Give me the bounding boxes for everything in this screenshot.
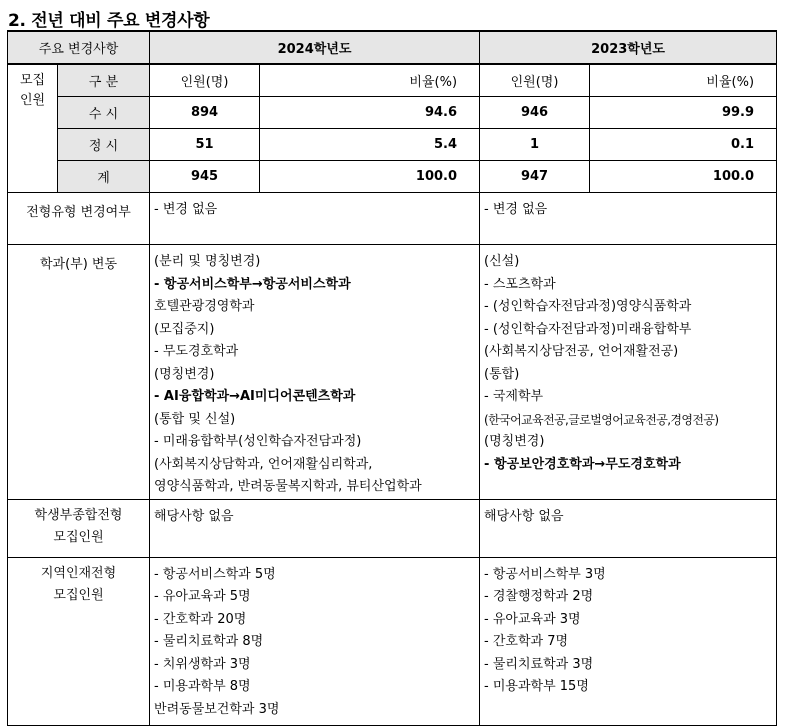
row-name: 계 bbox=[58, 161, 150, 193]
dept-2024-line: 호텔관광경영학과 bbox=[154, 299, 255, 314]
recruit-row-jeongsi bbox=[8, 129, 777, 161]
dept-change-row bbox=[8, 245, 777, 500]
header-label: 주요 변경사항 bbox=[8, 31, 150, 64]
header-2023: 2023학년도 bbox=[480, 31, 777, 64]
count-label-2024: 인원(명) bbox=[150, 64, 260, 97]
regional-2024-line: 반려동물보건학과 3명 bbox=[154, 701, 280, 717]
student-record-label-line1: 학생부종합전형 bbox=[34, 507, 123, 523]
regional-2023-line: - 경찰행정학과 2명 bbox=[484, 589, 594, 604]
dept-2023-line: - 스포츠학과 bbox=[484, 276, 556, 292]
student-record-2024: 해당사항 없음 bbox=[150, 499, 480, 557]
changes-table bbox=[7, 30, 777, 726]
ratio-2024: 100.0 bbox=[260, 161, 480, 193]
ratio-label-2024: 비율(%) bbox=[260, 64, 480, 97]
dept-2024-line: (모집중지) bbox=[154, 321, 215, 337]
dept-2024-line: - AI융합학과→AI미디어콘텐츠학과 bbox=[154, 389, 356, 404]
regional-2023-line: - 항공서비스학부 3명 bbox=[484, 566, 606, 582]
recruit-row-susi bbox=[8, 97, 777, 129]
dept-2023-line: (사회복지상담전공, 언어재활전공) bbox=[484, 344, 679, 359]
count-2024: 894 bbox=[150, 97, 260, 129]
dept-2024-line: - 무도경호학과 bbox=[154, 344, 239, 359]
type-change-row bbox=[8, 193, 777, 245]
regional-2023 bbox=[480, 557, 777, 725]
recruit-label-line2: 인원 bbox=[19, 93, 46, 108]
ratio-2024: 5.4 bbox=[260, 129, 480, 161]
recruit-subheader-row bbox=[8, 64, 777, 97]
count-2024: 51 bbox=[150, 129, 260, 161]
dept-2023-line: (통합) bbox=[484, 366, 520, 382]
dept-2024-line: (통합 및 신설) bbox=[154, 411, 236, 427]
student-record-label-line2: 모집인원 bbox=[53, 529, 104, 545]
regional-2023-line: - 미용과학부 15명 bbox=[484, 679, 589, 694]
row-name: 수 시 bbox=[58, 97, 150, 129]
regional-2023-line: - 유아교육과 3명 bbox=[484, 611, 581, 627]
count-2024: 945 bbox=[150, 161, 260, 193]
count-2023: 947 bbox=[480, 161, 590, 193]
dept-2023-line: (신설) bbox=[484, 254, 520, 269]
recruit-label-line1: 모집 bbox=[19, 73, 46, 88]
regional-2024-line: - 물리치료학과 8명 bbox=[154, 634, 264, 649]
count-2023: 946 bbox=[480, 97, 590, 129]
row-name: 정 시 bbox=[58, 129, 150, 161]
dept-2023-line: - (성인학습자전담과정)미래융합학부 bbox=[484, 321, 692, 337]
type-change-label: 전형유형 변경여부 bbox=[8, 193, 150, 245]
dept-2024-line: (사회복지상담학과, 언어재활심리학과, bbox=[154, 456, 373, 472]
regional-2023-line: - 물리치료학과 3명 bbox=[484, 656, 594, 672]
ratio-2024: 94.6 bbox=[260, 97, 480, 129]
dept-2024-line: (명칭변경) bbox=[154, 366, 215, 382]
regional-2024-line: - 유아교육과 5명 bbox=[154, 589, 251, 604]
regional-label-line1: 지역인재전형 bbox=[40, 565, 117, 581]
dept-2023-line: - (성인학습자전담과정)영양식품학과 bbox=[484, 299, 692, 314]
dept-change-2023 bbox=[480, 245, 777, 500]
regional-2024-line: - 치위생학과 3명 bbox=[154, 656, 251, 672]
dept-2023-line: - 항공보안경호학과→무도경호학과 bbox=[484, 456, 681, 472]
regional-2024-line: - 항공서비스학과 5명 bbox=[154, 566, 276, 582]
type-change-2024: - 변경 없음 bbox=[150, 193, 480, 245]
student-record-2023: 해당사항 없음 bbox=[480, 499, 777, 557]
student-record-label bbox=[8, 499, 150, 557]
header-row bbox=[8, 31, 777, 64]
type-change-2023: - 변경 없음 bbox=[480, 193, 777, 245]
count-label-2023: 인원(명) bbox=[480, 64, 590, 97]
regional-row bbox=[8, 557, 777, 725]
dept-2024-line: - 미래융합학부(성인학습자전담과정) bbox=[154, 434, 362, 449]
dept-change-label: 학과(부) 변동 bbox=[8, 245, 150, 500]
recruit-label bbox=[8, 64, 58, 193]
ratio-2023: 0.1 bbox=[590, 129, 777, 161]
dept-2024-line: 영양식품학과, 반려동물복지학과, 뷰티산업학과 bbox=[154, 479, 422, 494]
division-label: 구 분 bbox=[58, 64, 150, 97]
dept-2023-line: (명칭변경) bbox=[484, 434, 545, 449]
regional-2024-line: - 간호학과 20명 bbox=[154, 611, 247, 627]
dept-2024-line: - 항공서비스학부→항공서비스학과 bbox=[154, 276, 351, 292]
dept-2024-line: (분리 및 명칭변경) bbox=[154, 254, 261, 269]
dept-2023-line: (한국어교육전공,글로벌영어교육전공,경영전공) bbox=[484, 412, 719, 427]
ratio-2023: 100.0 bbox=[590, 161, 777, 193]
ratio-label-2023: 비율(%) bbox=[590, 64, 777, 97]
recruit-row-total bbox=[8, 161, 777, 193]
regional-label-line2: 모집인원 bbox=[53, 587, 104, 603]
regional-2024-line: - 미용과학부 8명 bbox=[154, 679, 251, 694]
regional-2024 bbox=[150, 557, 480, 725]
regional-label bbox=[8, 557, 150, 725]
page-title: 2. 전년 대비 주요 변경사항 bbox=[8, 11, 210, 31]
dept-2023-line: - 국제학부 bbox=[484, 389, 544, 404]
student-record-row bbox=[8, 499, 777, 557]
count-2023: 1 bbox=[480, 129, 590, 161]
ratio-2023: 99.9 bbox=[590, 97, 777, 129]
regional-2023-line: - 간호학과 7명 bbox=[484, 634, 569, 649]
header-2024: 2024학년도 bbox=[150, 31, 480, 64]
dept-change-2024 bbox=[150, 245, 480, 500]
